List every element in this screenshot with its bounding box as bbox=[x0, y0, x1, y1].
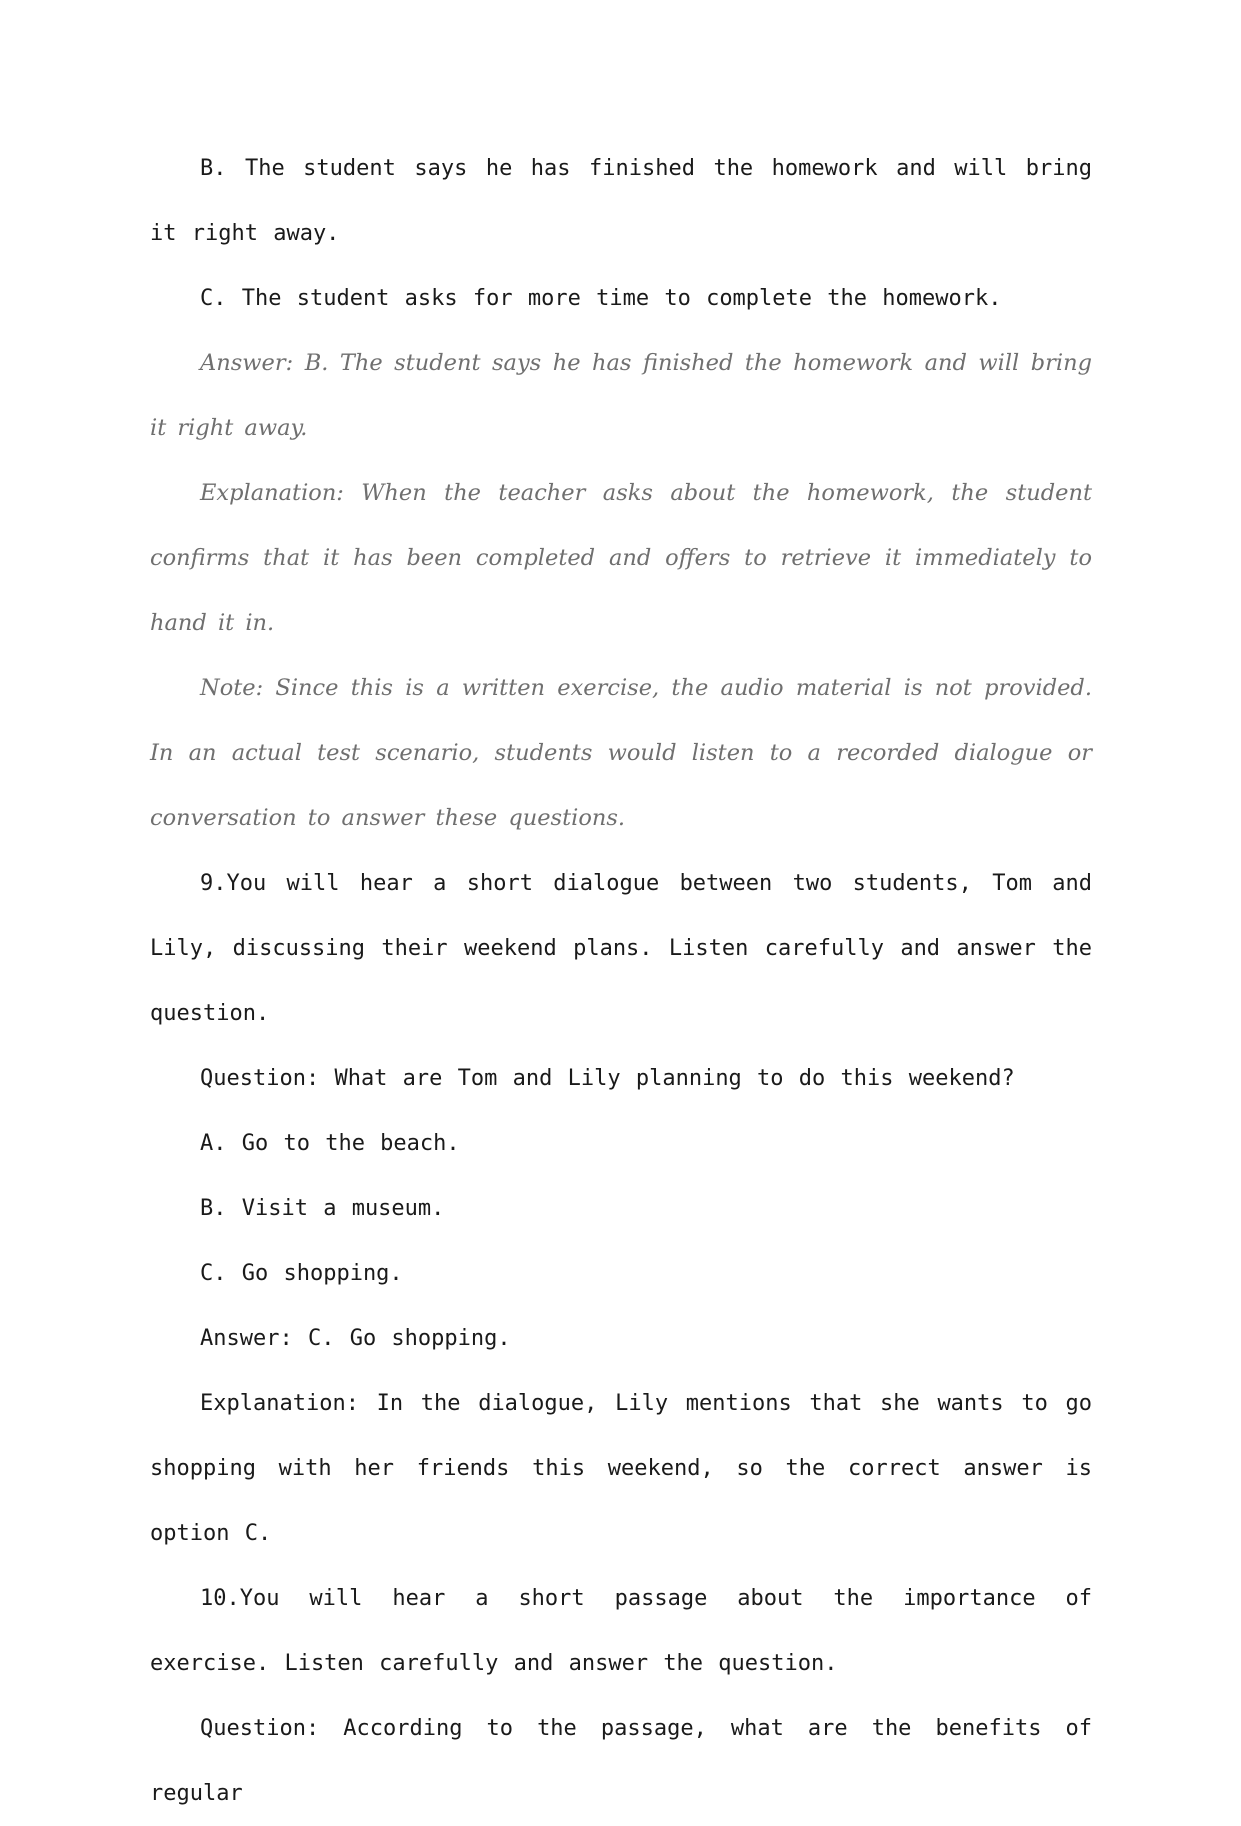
question-10-prompt: Question: According to the passage, what are the benefits of regular bbox=[150, 1716, 1092, 1806]
question-9-intro: 9.You will hear a short dialogue between two students, Tom and Lily, discussing their weekend plans. Listen carefully and answer the question. bbox=[150, 871, 1092, 1026]
explanation-previous: Explanation: When the teacher asks about the homework, the student confirms that it has been completed and offers to retrieve it immediately to hand it in. bbox=[150, 480, 1092, 636]
question-9-option-c: C. Go shopping. bbox=[200, 1261, 403, 1286]
question-9-option-a: A. Go to the beach. bbox=[200, 1131, 460, 1156]
answer-previous: Answer: B. The student says he has finished the homework and will bring it right away. bbox=[150, 350, 1092, 441]
option-c-previous: C. The student asks for more time to complete the homework. bbox=[200, 286, 1002, 311]
option-b-previous: B. The student says he has finished the homework and will bring it right away. bbox=[150, 156, 1092, 246]
question-9-prompt: Question: What are Tom and Lily planning to do this weekend? bbox=[200, 1066, 1015, 1091]
question-9-option-b: B. Visit a museum. bbox=[200, 1196, 445, 1221]
question-9-explanation: Explanation: In the dialogue, Lily mentions that she wants to go shopping with her friends this weekend, so the correct answer is option C. bbox=[150, 1391, 1092, 1546]
question-9-answer: Answer: C. Go shopping. bbox=[200, 1326, 511, 1351]
note-paragraph: Note: Since this is a written exercise, the audio material is not provided. In an actual test scenario, students would listen to a recorded dialogue or conversation to answer these questions. bbox=[150, 675, 1092, 831]
page-content bbox=[150, 136, 1092, 1826]
question-10-intro: 10.You will hear a short passage about the importance of exercise. Listen carefully and answer the question. bbox=[150, 1586, 1092, 1676]
